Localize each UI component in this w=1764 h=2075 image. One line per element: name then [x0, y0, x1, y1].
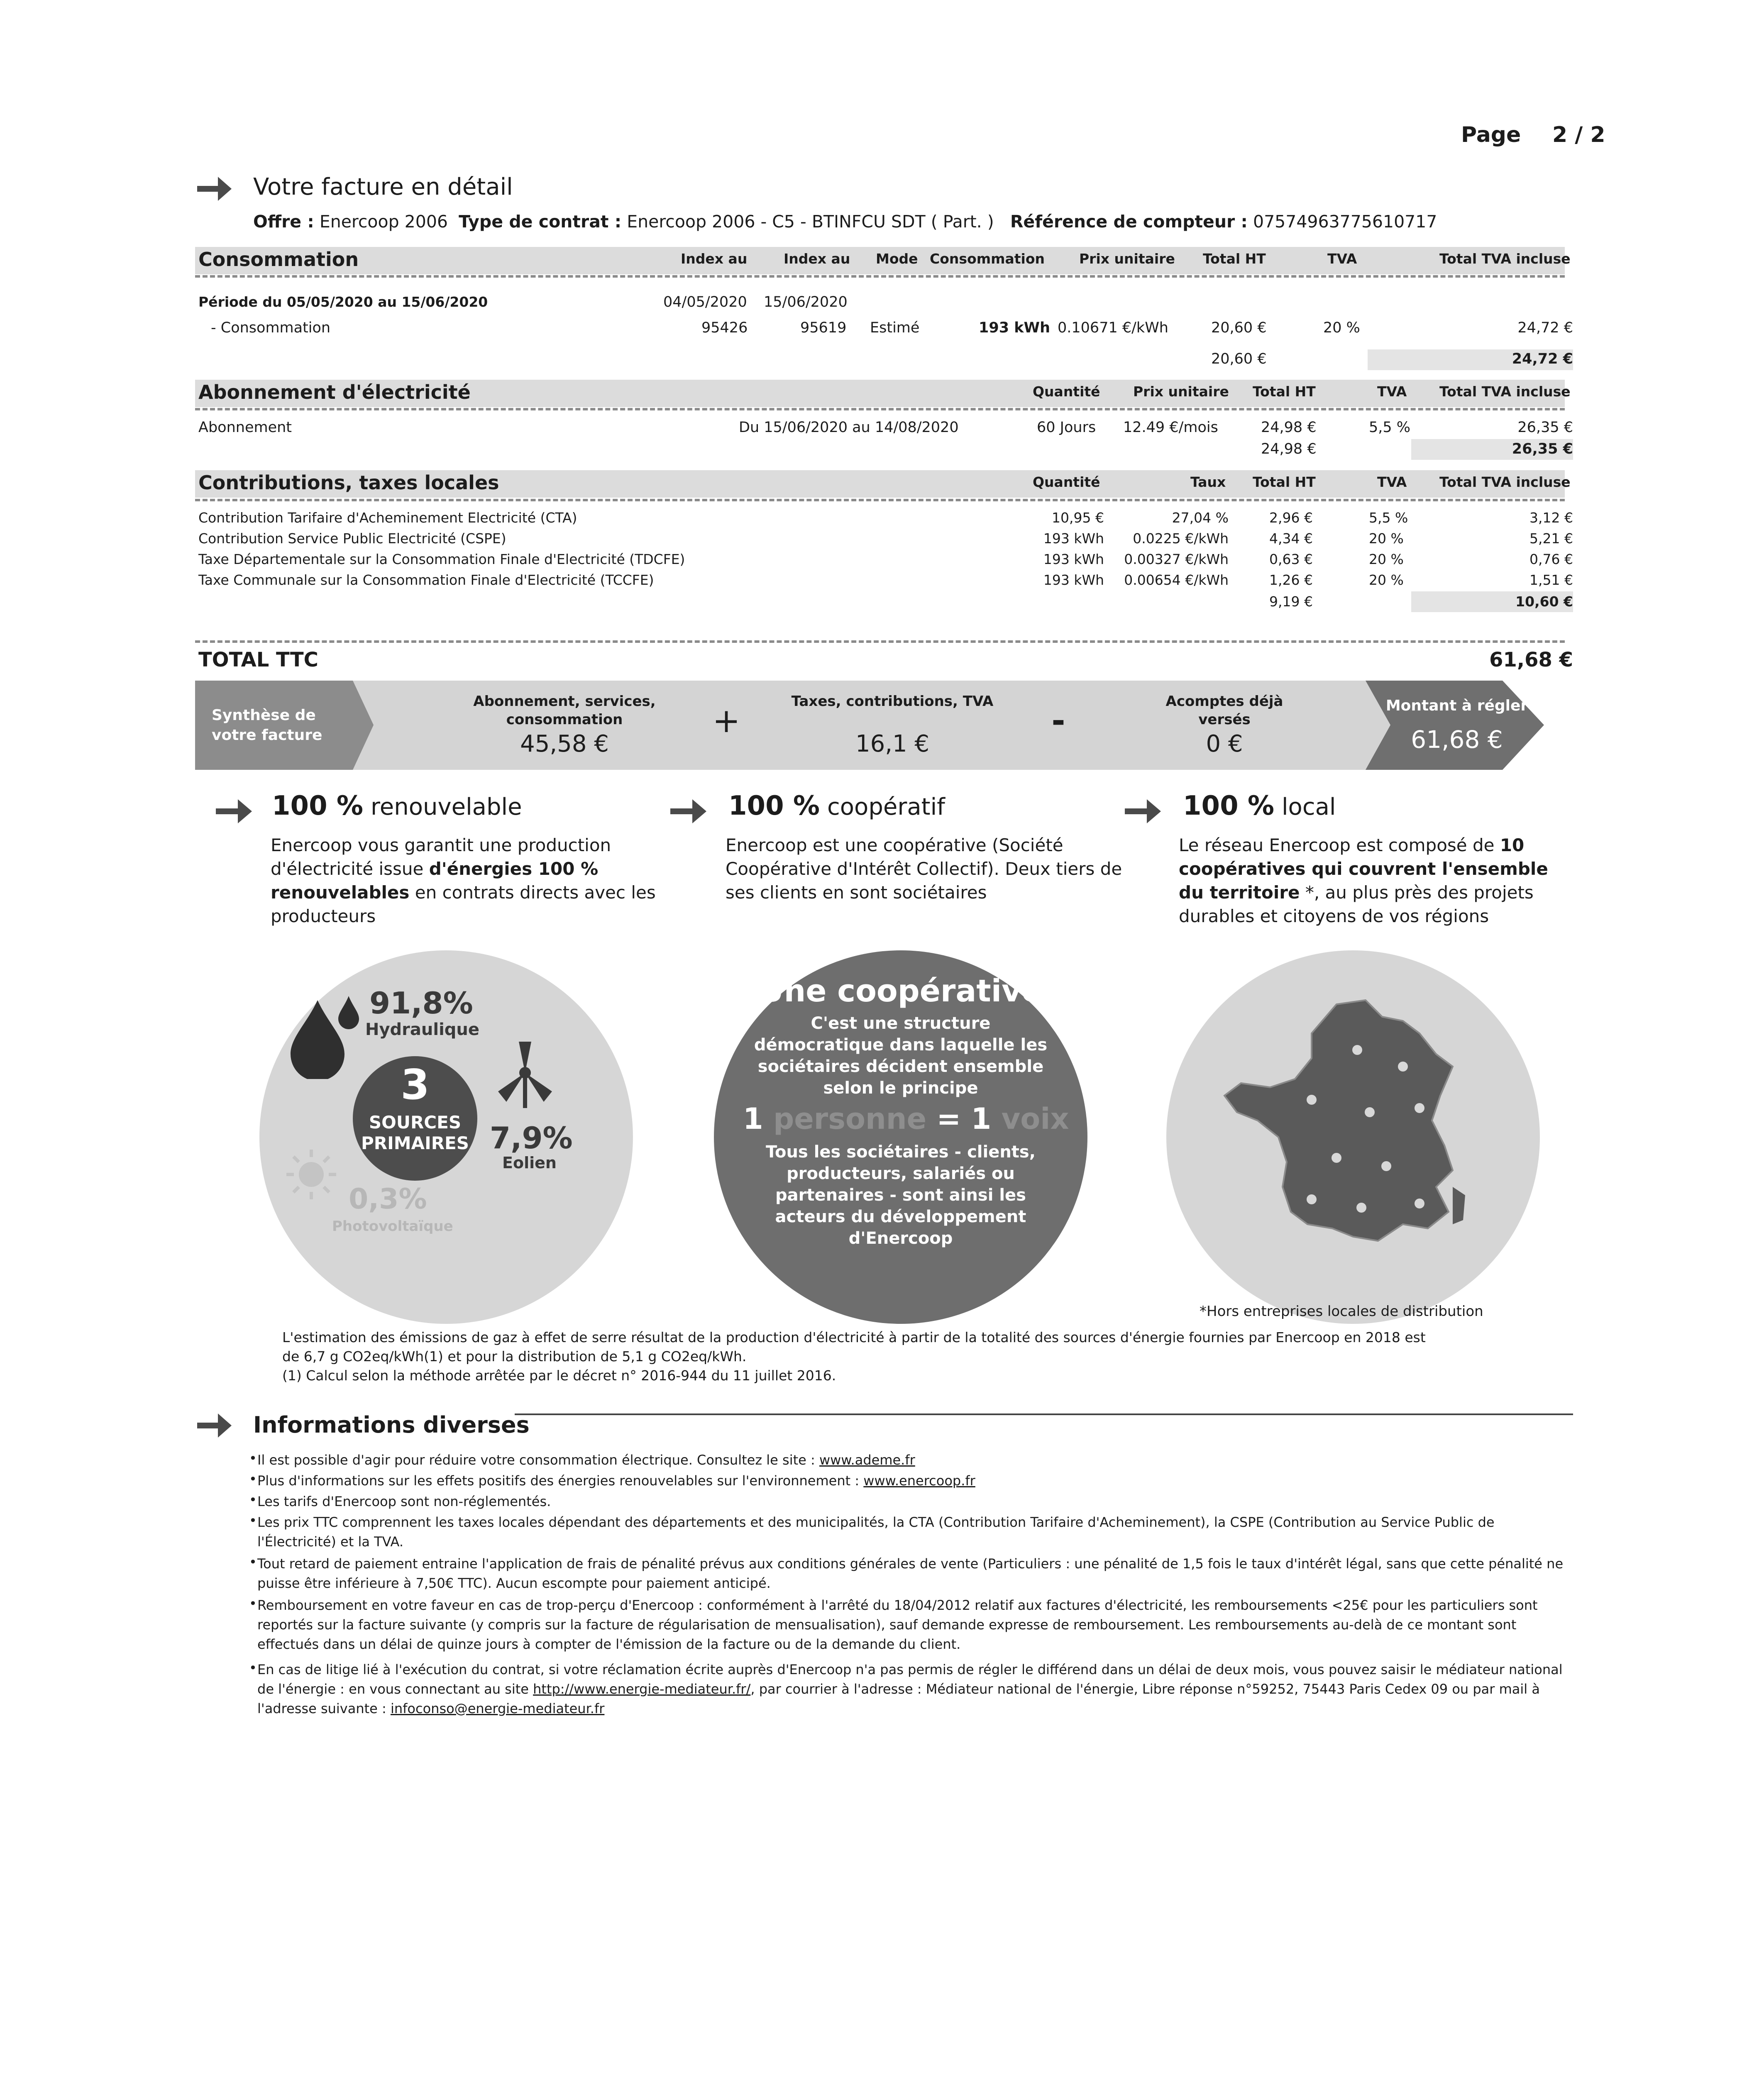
info-text: En cas de litige lié à l'exécution du contrat, si votre réclamation écrite auprès d'Enercoop n'a pas permis de régler le différend dans un délai de deux mois, vous pouvez saisir le médiateur national de l'énergie : en vous connectant au site [257, 1662, 1563, 1697]
tax-row-tva: 20 % [1369, 551, 1404, 567]
page-number: 2 / 2 [1552, 122, 1605, 147]
total-label: TOTAL TTC [198, 648, 318, 671]
consumption-col-mode: Mode [876, 251, 918, 267]
link-ademe[interactable]: www.ademe.fr [819, 1452, 915, 1468]
info-title: Informations diverses [253, 1412, 530, 1438]
coop-text-2: Tous les sociétaires - clients, producteurs, salariés ou partenaires - sont ainsi les acteurs du développement d'Enercoop [766, 1142, 1036, 1248]
tax-row-qty: 193 kWh [1043, 530, 1104, 547]
tax-row-rate: 0.00327 €/kWh [1124, 551, 1229, 567]
total-value: 61,68 € [1489, 648, 1573, 671]
bullet-icon: • [249, 1596, 257, 1611]
hydro-pct: 91,8% [369, 986, 473, 1020]
pillar-pct: 100 % [1183, 791, 1274, 821]
synthesis-part1-label: Abonnement, services, consommation [473, 693, 656, 728]
hydro-label: Hydraulique [365, 1020, 480, 1039]
consumption-col-ttc: Total TVA incluse [1439, 251, 1571, 267]
subscription-title: Abonnement d'électricité [198, 381, 471, 403]
arrow-right-icon [1123, 796, 1162, 826]
pillar-local-title [1183, 791, 1336, 821]
coop-personne: personne [773, 1102, 927, 1136]
sun-icon [282, 1145, 340, 1204]
subscription-row-label: Abonnement [198, 419, 292, 436]
info-item: Les prix TTC comprennent les taxes locales dépendant des départements et des municipalités, la CTA (Contribution Tarifaire d'Acheminement), la CSPE (Contribution au Service Public de l'Électricité) et la TVA. [257, 1514, 1495, 1550]
coop-equals: = [936, 1102, 961, 1136]
synthesis-part2-value: 16,1 € [855, 730, 930, 757]
pillar-pct: 100 % [272, 791, 363, 821]
subscription-col-ttc: Total TVA incluse [1439, 383, 1571, 400]
consumption-col-unit: Prix unitaire [1079, 251, 1175, 267]
tax-row-ht: 1,26 € [1269, 572, 1313, 588]
consumption-col-ht: Total HT [1203, 251, 1266, 267]
consumption-row-unit: 0.10671 €/kWh [1058, 320, 1168, 336]
sources-center-num: 3 [401, 1060, 430, 1109]
consumption-row-index2: 95619 [800, 320, 847, 336]
consumption-index-date1: 04/05/2020 [663, 294, 747, 310]
tax-row-qty: 10,95 € [1052, 510, 1104, 526]
subscription-row-period: Du 15/06/2020 au 14/08/2020 [739, 419, 959, 436]
tax-row-label: Taxe Départementale sur la Consommation Finale d'Electricité (TDCFE) [198, 551, 685, 567]
taxes-col-ttc: Total TVA incluse [1439, 474, 1571, 490]
pillar-text-part: en contrats directs avec les producteurs [271, 882, 656, 926]
offer-line [253, 212, 1437, 232]
taxes-col-rate: Taux [1190, 474, 1226, 490]
pillar-text-bold: d'énergies 100 % renouvelables [271, 859, 599, 903]
bullet-icon: • [249, 1554, 257, 1570]
link-infoconso[interactable]: infoconso@energie-mediateur.fr [390, 1701, 605, 1716]
tax-row-ttc: 5,21 € [1529, 530, 1573, 547]
wind-turbine-icon [490, 1038, 560, 1108]
coop-title: Une coopérative [759, 973, 1043, 1009]
subscription-row-ht: 24,98 € [1261, 419, 1317, 436]
map-note: *Hors entreprises locales de distribution [1200, 1303, 1483, 1320]
offer-value: Enercoop 2006 [319, 212, 448, 232]
tax-row-label: Contribution Service Public Electricité (CSPE) [198, 530, 506, 547]
info-item: Remboursement en votre faveur en cas de trop-perçu d'Enercoop : conformément à l'arrêté du 18/04/2012 relatif aux factures d'électricité, les remboursements <25€ pour les particuliers sont reportés sur la facture suivante (y compris sur la facture de régularisation de mensualisation), sauf demande expresse de remboursement. Les remboursements au-delà de ce montant sont effectués dans un délai de quinze jours à compter de l'émission de la facture ou de la demande du client. [257, 1597, 1538, 1652]
tax-row-ht: 2,96 € [1269, 510, 1313, 526]
tax-row-tva: 20 % [1369, 572, 1404, 588]
consumption-col-conso: Consommation [930, 251, 1045, 267]
pillar-word: local [1282, 793, 1336, 820]
page-label: Page [1461, 122, 1521, 147]
tax-row-tva: 5,5 % [1369, 510, 1408, 526]
link-mediateur[interactable]: http://www.energie-mediateur.fr/ [533, 1681, 751, 1697]
taxes-col-ht: Total HT [1253, 474, 1316, 490]
contract-value: Enercoop 2006 - C5 - BTINFCU SDT ( Part. ) [627, 212, 994, 232]
offer-label: Offre : [253, 212, 314, 232]
tax-row-ttc: 1,51 € [1529, 572, 1573, 588]
france-map-icon [1187, 971, 1519, 1303]
pillar-text-bold: 10 coopératives qui couvrent l'ensemble du territoire [1179, 835, 1548, 903]
tax-row-qty: 193 kWh [1043, 551, 1104, 567]
subscription-col-qty: Quantité [1033, 383, 1100, 400]
pillar-pct: 100 % [728, 791, 820, 821]
pillar-text-part: *, au plus près des projets durables et citoyens de vos régions [1179, 882, 1534, 926]
tax-row-label: Contribution Tarifaire d'Acheminement Electricité (CTA) [198, 510, 577, 526]
wind-pct: 7,9% [490, 1120, 573, 1155]
tax-row-ht: 0,63 € [1269, 551, 1313, 567]
info-item: Tout retard de paiement entraine l'application de frais de pénalité prévus aux conditions générales de vente (Particuliers : une pénalité de 1,5 fois le taux d'intérêt légal, sans que cette pénalité ne puisse être inférieure à 7,50€ TTC). Aucun escompte pour paiement anticipé. [257, 1556, 1564, 1591]
consumption-row-tva: 20 % [1323, 320, 1360, 336]
detail-title: Votre facture en détail [253, 173, 513, 200]
pillar-local-text [1179, 833, 1573, 928]
pillar-renewable-text [271, 833, 686, 928]
info-item [257, 1660, 1565, 1719]
consumption-index-date2: 15/06/2020 [764, 294, 848, 310]
emissions-line-1: L'estimation des émissions de gaz à effet de serre résultat de la production d'électricité à partir de la totalité des sources d'énergie fournies par Enercoop en 2018 est [282, 1329, 1426, 1345]
info-text: , par courrier à l'adresse : Médiateur national de l'énergie, Libre réponse n°59252, 75443 Paris Cedex 09 ou par mail à l'adresse suivante : [257, 1681, 1540, 1716]
taxes-subtotal-ttc: 10,60 € [1515, 593, 1573, 610]
subscription-row-qty: 60 Jours [1037, 419, 1096, 436]
tax-row-label: Taxe Communale sur la Consommation Finale d'Electricité (TCCFE) [198, 572, 654, 588]
consumption-title: Consommation [198, 248, 359, 271]
bullet-icon: • [249, 1492, 257, 1508]
link-enercoop[interactable]: www.enercoop.fr [863, 1473, 975, 1489]
tax-row-rate: 0.0225 €/kWh [1133, 530, 1229, 547]
emissions-note [282, 1328, 1569, 1385]
taxes-title: Contributions, taxes locales [198, 471, 499, 494]
pillar-text-part: Le réseau Enercoop est composé de [1179, 835, 1500, 855]
tax-row-qty: 193 kWh [1043, 572, 1104, 588]
consumption-col-index2: Index au [784, 251, 850, 267]
synthesis-part3-label: Acomptes déjà versés [1165, 693, 1283, 728]
emissions-line-2: de 6,7 g CO2eq/kWh(1) et pour la distribution de 5,1 g CO2eq/kWh. [282, 1348, 747, 1365]
consumption-row-ttc: 24,72 € [1517, 320, 1573, 336]
synthesis-part1-value: 45,58 € [520, 730, 609, 757]
divider [195, 275, 1565, 278]
info-item [257, 1450, 1565, 1470]
arrow-right-icon [668, 796, 708, 826]
meter-value: 07574963775610717 [1253, 212, 1437, 232]
info-text: Plus d'informations sur les effets positifs des énergies renouvelables sur l'environnement : [257, 1473, 864, 1489]
amount-value: 61,68 € [1411, 725, 1503, 754]
tax-row-ht: 4,34 € [1269, 530, 1313, 547]
subscription-col-tva: TVA [1377, 383, 1407, 400]
divider [195, 499, 1565, 501]
coop-one-2: 1 [971, 1102, 992, 1136]
solar-label: Photovoltaïque [332, 1218, 453, 1235]
subscription-col-ht: Total HT [1253, 383, 1316, 400]
subscription-col-unit: Prix unitaire [1133, 383, 1229, 400]
pillar-coop-text [726, 833, 1132, 904]
plus-sign: + [712, 701, 740, 740]
pillar-text-part: Enercoop vous garantit une production d'électricité issue [271, 835, 611, 879]
contract-label: Type de contrat : [459, 212, 622, 232]
synthesis-part3-value: 0 € [1206, 730, 1243, 757]
pillar-text-part: Enercoop est une coopérative (Société Coopérative d'Intérêt Collectif). Deux tiers de ses clients en sont sociétaires [726, 835, 1122, 903]
consumption-row-qty: 193 kWh [979, 320, 1051, 336]
divider [195, 640, 1565, 643]
meter-label: Référence de compteur : [1010, 212, 1248, 232]
coop-one-1: 1 [743, 1102, 763, 1136]
consumption-row-ht: 20,60 € [1211, 320, 1267, 336]
info-text: Il est possible d'agir pour réduire votre consommation électrique. Consultez le site : [257, 1452, 819, 1468]
sources-center-l2: PRIMAIRES [361, 1133, 469, 1153]
subscription-row-unit: 12.49 €/mois [1123, 419, 1218, 436]
taxes-col-qty: Quantité [1033, 474, 1100, 490]
synthesis-part2-label: Taxes, contributions, TVA [791, 693, 994, 710]
bullet-icon: • [249, 1450, 257, 1466]
solar-pct: 0,3% [349, 1183, 427, 1216]
emissions-line-3: (1) Calcul selon la méthode arrêtée par le décret n° 2016-944 du 11 juillet 2016. [282, 1367, 836, 1384]
minus-sign: - [1051, 701, 1065, 740]
consumption-row-label: - Consommation [211, 320, 331, 336]
info-title-rule [515, 1413, 1573, 1415]
pillar-word: coopératif [827, 793, 945, 820]
consumption-row-mode: Estimé [870, 320, 920, 336]
consumption-period: Période du 05/05/2020 au 15/06/2020 [198, 294, 488, 310]
taxes-subtotal-ht: 9,19 € [1269, 593, 1313, 610]
bullet-icon: • [249, 1660, 257, 1676]
subscription-subtotal-ttc: 26,35 € [1512, 441, 1573, 457]
coop-principle [743, 1102, 1069, 1136]
subscription-row-ttc: 26,35 € [1517, 419, 1573, 436]
info-item [257, 1471, 1565, 1491]
info-item: Les tarifs d'Enercoop sont non-réglementés. [257, 1494, 551, 1509]
divider [195, 408, 1565, 410]
tax-row-tva: 20 % [1369, 530, 1404, 547]
tax-row-ttc: 3,12 € [1529, 510, 1573, 526]
consumption-col-tva: TVA [1327, 251, 1357, 267]
tax-row-rate: 27,04 % [1172, 510, 1229, 526]
tax-row-rate: 0.00654 €/kWh [1124, 572, 1229, 588]
tax-row-ttc: 0,76 € [1529, 551, 1573, 567]
consumption-subtotal-ttc: 24,72 € [1512, 351, 1573, 367]
bullet-icon: • [249, 1513, 257, 1528]
bullet-icon: • [249, 1471, 257, 1487]
coop-voix: voix [1001, 1102, 1069, 1136]
synthesis-label: Synthèse de votre facture [212, 707, 323, 744]
taxes-col-tva: TVA [1377, 474, 1407, 490]
pillar-renewable-title [272, 791, 522, 821]
sources-center-l1: SOURCES [369, 1112, 462, 1133]
arrow-right-icon [195, 1410, 232, 1439]
pillar-word: renouvelable [371, 793, 522, 820]
consumption-col-index1: Index au [681, 251, 748, 267]
wind-label: Eolien [502, 1154, 557, 1172]
consumption-subtotal-ht: 20,60 € [1211, 351, 1267, 367]
pillar-coop-title [728, 791, 945, 821]
arrow-right-icon [214, 796, 253, 826]
subscription-subtotal-ht: 24,98 € [1261, 441, 1317, 457]
subscription-row-tva: 5,5 % [1369, 419, 1411, 436]
amount-label: Montant à régler [1385, 697, 1528, 714]
coop-text-1: C'est une structure démocratique dans laquelle les sociétaires décident ensemble selon le principe [754, 1014, 1048, 1098]
consumption-row-index1: 95426 [701, 320, 748, 336]
arrow-right-icon [195, 173, 232, 203]
